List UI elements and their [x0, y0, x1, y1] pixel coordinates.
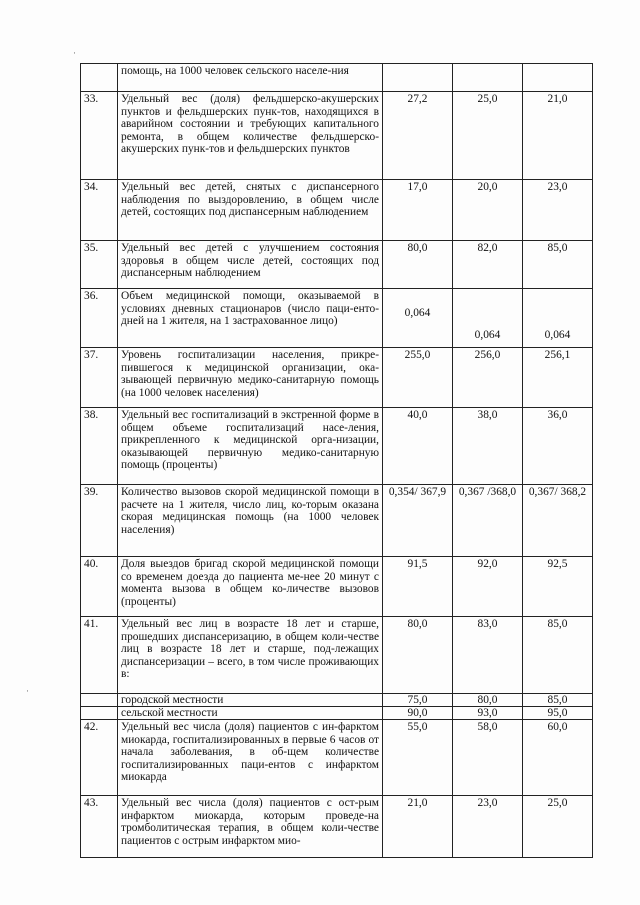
value-col-1: 0,064: [383, 289, 453, 348]
value-col-3: 85,0: [523, 617, 593, 694]
row-description: Удельный вес детей с улучшением состояния здоровья в общем числе детей, состоящих под диспансерным наблюдением: [118, 241, 383, 289]
row-number: 42.: [81, 720, 118, 796]
value-col-3: 21,0: [523, 92, 593, 180]
value-col-3: 0,367/ 368,2: [523, 485, 593, 557]
value-col-3: 36,0: [523, 408, 593, 485]
scan-speck: ·: [26, 686, 29, 696]
value-col-2: 256,0: [453, 348, 523, 408]
table-row: [81, 707, 593, 720]
row-description: Доля выездов бригад скорой медицинской помощи со временем доезда до пациента ме-нее 20 минут с момента вызова в общем ко-личестве вызовов (проценты): [118, 557, 383, 617]
value-col-1: 0,354/ 367,9: [383, 485, 453, 557]
table-row: [81, 485, 593, 557]
table-row: [81, 241, 593, 289]
value-col-2: 23,0: [453, 796, 523, 858]
value-col-1: 91,5: [383, 557, 453, 617]
value-col-3: [523, 64, 593, 92]
table-row: [81, 64, 593, 92]
value-col-1: 27,2: [383, 92, 453, 180]
value-col-2: 20,0: [453, 180, 523, 241]
table-row: [81, 348, 593, 408]
row-description: Удельный вес детей, снятых с диспансерного наблюдения по выздоровлению, в общем числе детей, состоящих под диспансерным наблюдением: [118, 180, 383, 241]
table-row: [81, 408, 593, 485]
indicators-table: [80, 63, 593, 858]
value-col-1: 40,0: [383, 408, 453, 485]
row-description: помощь, на 1000 человек сельского населе-ния: [118, 64, 383, 92]
value-col-2: 92,0: [453, 557, 523, 617]
value-col-3: 23,0: [523, 180, 593, 241]
row-number: 37.: [81, 348, 118, 408]
value-col-2: 38,0: [453, 408, 523, 485]
value-col-1: 17,0: [383, 180, 453, 241]
value-col-2: 0,367 /368,0: [453, 485, 523, 557]
value-col-2: 82,0: [453, 241, 523, 289]
value-col-1: 90,0: [383, 707, 453, 720]
value-col-3: 256,1: [523, 348, 593, 408]
value-col-2: 93,0: [453, 707, 523, 720]
value-col-1: 80,0: [383, 241, 453, 289]
value-col-3: 25,0: [523, 796, 593, 858]
value-col-2: 58,0: [453, 720, 523, 796]
row-description: городской местности: [118, 694, 383, 707]
row-description: Удельный вес (доля) фельдшерско-акушерских пунктов и фельдшерских пунк-тов, находящихся в аварийном состоянии и требующих капитального ремонта, в общем количестве фельдшерско-акушерских пунк-тов и фельдшерских пунктов: [118, 92, 383, 180]
table-row: [81, 694, 593, 707]
row-number: 33.: [81, 92, 118, 180]
value-col-1: 21,0: [383, 796, 453, 858]
row-number: 41.: [81, 617, 118, 694]
table-row: [81, 720, 593, 796]
row-description: сельской местности: [118, 707, 383, 720]
value-col-2: 80,0: [453, 694, 523, 707]
row-number: 38.: [81, 408, 118, 485]
row-description: Уровень госпитализации населения, прикре-пившегося к медицинской организации, ока-зывающей первичную медико-санитарную помощь (на 1000 человек населения): [118, 348, 383, 408]
value-col-1: [383, 64, 453, 92]
table-row: [81, 289, 593, 348]
value-col-1: 75,0: [383, 694, 453, 707]
scan-speck: ·: [73, 48, 76, 58]
table-row: [81, 796, 593, 858]
value-col-1: 255,0: [383, 348, 453, 408]
value-col-3: 0,064: [523, 289, 593, 348]
row-number: [81, 64, 118, 92]
row-number: 36.: [81, 289, 118, 348]
value-col-3: 85,0: [523, 694, 593, 707]
value-col-3: 92,5: [523, 557, 593, 617]
value-col-2: 83,0: [453, 617, 523, 694]
value-col-1: 80,0: [383, 617, 453, 694]
row-number: 39.: [81, 485, 118, 557]
table-row: [81, 180, 593, 241]
value-col-2: [453, 64, 523, 92]
row-description: Удельный вес числа (доля) пациентов с ин-фарктом миокарда, госпитализированных в первые 6 часов от начала заболевания, в об-щем количестве госпитализированных паци-ентов с инфарктом миокарда: [118, 720, 383, 796]
row-description: Удельный вес госпитализаций в экстренной форме в общем объеме госпитализаций насе-ления, прикрепленного к медицинской орга-низации, оказывающей первичную медико-санитарную помощь (проценты): [118, 408, 383, 485]
value-col-3: 85,0: [523, 241, 593, 289]
row-description: Удельный вес лиц в возрасте 18 лет и старше, прошедших диспансеризацию, в общем коли-честве лиц в возрасте 18 лет и старше, под-лежащих диспансеризации – всего, в том числе проживающих в:: [118, 617, 383, 694]
row-number: 34.: [81, 180, 118, 241]
row-description: Количество вызовов скорой медицинской помощи в расчете на 1 жителя, число лиц, ко-торым оказана скорая медицинская помощь (на 1000 человек населения): [118, 485, 383, 557]
value-col-2: 25,0: [453, 92, 523, 180]
value-col-3: 95,0: [523, 707, 593, 720]
row-description: Удельный вес числа (доля) пациентов с ост-рым инфарктом миокарда, которым проведе-на тромболитическая терапия, в общем коли-честве пациентов с острым инфарктом мио-: [118, 796, 383, 858]
row-number: 43.: [81, 796, 118, 858]
table-row: [81, 617, 593, 694]
value-col-2: 0,064: [453, 289, 523, 348]
row-number: [81, 694, 118, 707]
row-number: 35.: [81, 241, 118, 289]
value-col-3: 60,0: [523, 720, 593, 796]
table-row: [81, 557, 593, 617]
value-col-1: 55,0: [383, 720, 453, 796]
row-description: Объем медицинской помощи, оказываемой в условиях дневных стационаров (число паци-енто-дней на 1 жителя, на 1 застрахованное лицо): [118, 289, 383, 348]
row-number: [81, 707, 118, 720]
table-row: [81, 92, 593, 180]
row-number: 40.: [81, 557, 118, 617]
